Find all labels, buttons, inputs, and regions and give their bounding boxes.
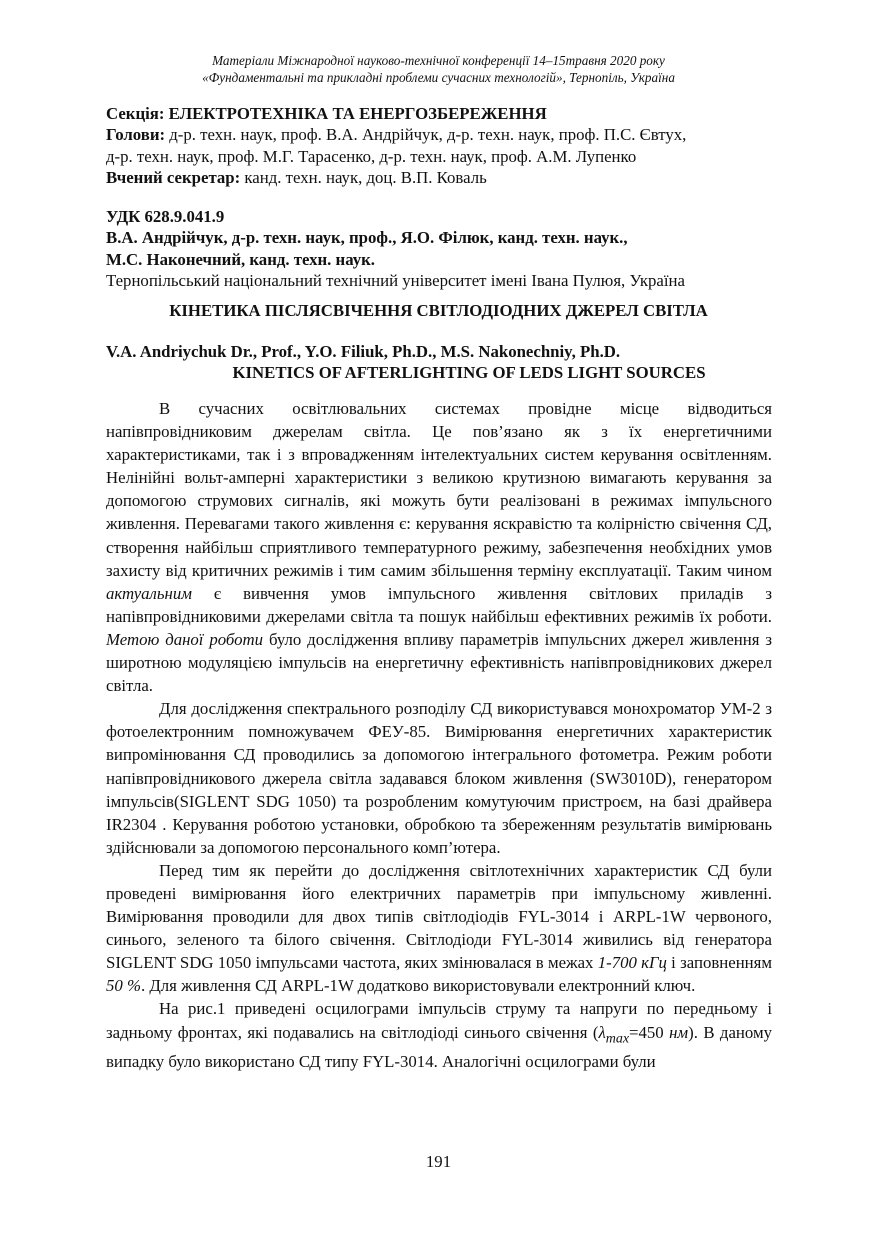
paragraph-4-part-b: ). В даному випадку було використано СД типу FYL-3014. Аналогічні осцилограми були	[106, 1022, 772, 1071]
article-title-ua: КІНЕТИКА ПІСЛЯСВІЧЕННЯ СВІТЛОДІОДНИХ ДЖЕРЕЛ СВІТЛА	[169, 301, 708, 320]
paragraph-1-part-a: В сучасних освітлювальних системах провідне місце відводиться напівпровідниковим джерелам світла. Це пов’язано як з їх енергетичними характеристиками, так і з впровадженням інтелектуальних систем керування освітленням. Нелінійні вольт-амперні характеристики з великою крутизною вимагають керування за допомогою струмових сигналів, які можуть бути реалізовані в режимах імпульсного живлення. Перевагами такого живлення є: керування яскравістю та колірністю свічення СД, створення найбільш сприятливого температурного режиму, забезпечення необхідних умов захисту від критичних режимів і тим самим збільшення терміну експлуатації. Таким чином	[106, 399, 772, 580]
paragraph-1-part-c: було дослідження впливу параметрів імпульсних джерел живлення з широтною модуляцією імпульсів на енергетичну ефективність напівпровідникових джерел світла.	[106, 629, 772, 696]
authors-en: V.A. Andriychuk Dr., Prof., Y.O. Filiuk, Ph.D., M.S. Nakonechniy, Ph.D.	[106, 342, 621, 361]
section-secretary-label: Вчений секретар:	[106, 167, 241, 187]
section-name: ЕЛЕКТРОТЕХНІКА ТА ЕНЕРГОЗБЕРЕЖЕННЯ	[168, 104, 547, 123]
paragraph-3-part-a: Перед тим як перейти до дослідження світлотехнічних характеристик СД були проведені вимірювання його електричних параметрів при імпульсному живленні. Вимірювання проводили для двох типів світлодіодів FYL-3014 і ARPL-1W червоного, синього, зеленого та білого свічення. Світлодіоди FYL-3014 живились від генератора SIGLENT SDG 1050 імпульсами частота, яких змінювалася в межах	[106, 860, 772, 973]
conference-header	[0, 52, 877, 86]
section-heads-label: Голови:	[106, 125, 166, 145]
paragraph-2: Для дослідження спектрального розподілу СД використувався монохроматор УМ-2 з фотоелектронним помножувачем ФЕУ-85. Вимірювання енергетичних характеристик випромінювання СД проводились за допомогою інтегрального фотометра. Режим роботи напівпровідникового джерела світла задавався блоком живлення (SW3010D), генератором імпульсів(SIGLENT SDG 1050) та розробленим комутуючим пристроєм, на базі драйвера IR2304 . Керування роботою установки, обробкою та збереженням результатів вимірювань здійснювали за допомогою персонального комп’ютера.	[106, 699, 772, 857]
paragraph-3-italic-1: 1-700 кГц	[597, 953, 667, 973]
udc-code: УДК 628.9.041.9	[106, 207, 225, 226]
authors-line-2: М.С. Наконечний, канд. техн. наук.	[106, 249, 376, 269]
section-heads	[106, 124, 772, 145]
section-label: Секція:	[106, 104, 169, 123]
section-title	[106, 103, 772, 124]
english-title-block	[106, 342, 772, 383]
paragraph-1-part-b: є вивчення умов імпульсного живлення світлових приладів з напівпровідниковими джерелами світла та пошук найбільш ефективних режимів їх роботи.	[106, 583, 772, 626]
article-meta	[106, 206, 772, 291]
page-number: 191	[425, 1152, 452, 1171]
paragraph-1-italic-2: Метою даної роботи	[106, 629, 264, 649]
section-secretary	[106, 167, 772, 188]
paragraph-4	[106, 997, 772, 1073]
lambda-subscript: max	[605, 1030, 630, 1046]
section-info	[106, 103, 772, 188]
wavelength-value: =450	[629, 1022, 670, 1042]
paragraph-3-part-b: і заповненням	[666, 953, 772, 973]
article-body	[106, 397, 772, 1073]
section-secretary-name: канд. техн. наук, доц. В.П. Коваль	[240, 167, 487, 187]
section-heads-line-2: д-р. техн. наук, проф. М.Г. Тарасенко, д-р. техн. наук, проф. А.М. Лупенко	[106, 146, 637, 166]
paragraph-1-italic-1: актуальним	[106, 583, 192, 603]
paragraph-3-part-c: . Для живлення СД ARPL-1W додатково використовували електронний ключ.	[140, 976, 696, 996]
conference-header-line-1: Матеріали Міжнародної науково-технічної конференції 14–15травня 2020 року	[212, 53, 665, 68]
section-heads-line-1: д-р. техн. наук, проф. В.А. Андрійчук, д-р. техн. наук, проф. П.С. Євтух,	[165, 125, 687, 145]
article-title-en: KINETICS OF AFTERLIGHTING OF LEDS LIGHT SOURCES	[232, 362, 706, 382]
affiliation: Тернопільський національний технічний університет імені Івана Пулюя, Україна	[106, 270, 685, 290]
paragraph-4-part-a: На рис.1 приведені осцилограми імпульсів струму та напруги по передньому і задньому фронтах, які подавались на світлодіоді синього свічення (	[106, 999, 772, 1042]
lambda-symbol: λ	[598, 1022, 606, 1042]
paragraph-3	[106, 859, 772, 998]
conference-header-line-2: «Фундаментальні та прикладні проблеми сучасних технологій», Тернопіль, Україна	[202, 70, 675, 85]
wavelength-unit: нм	[669, 1022, 689, 1042]
authors-line-1: В.А. Андрійчук, д-р. техн. наук, проф., Я.О. Філюк, канд. техн. наук.,	[106, 228, 628, 248]
paragraph-3-italic-2: 50 %	[106, 976, 141, 996]
paragraph-1	[106, 397, 772, 697]
